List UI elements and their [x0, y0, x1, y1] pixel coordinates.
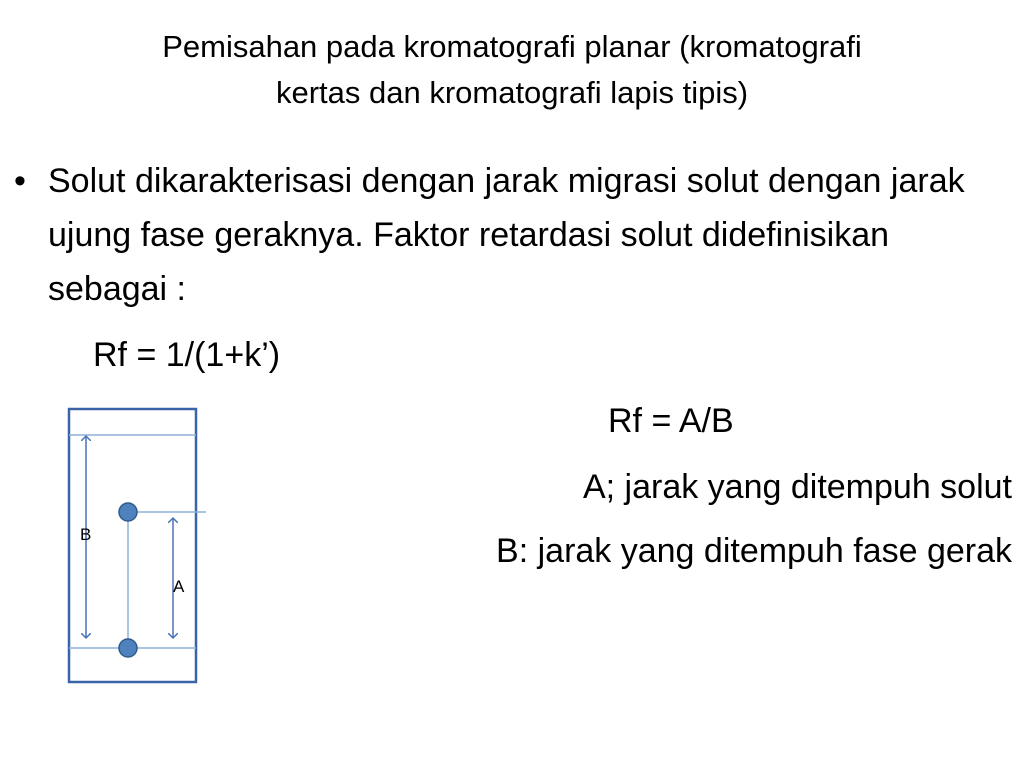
label-b: B — [80, 525, 92, 544]
title-line-2: kertas dan kromatografi lapis tipis) — [275, 75, 749, 110]
bullet-point-icon: • — [14, 162, 26, 200]
definition-a: A; jarak yang ditempuh solut — [582, 468, 1012, 506]
definition-b: B: jarak yang ditempuh fase gerak — [496, 532, 1012, 570]
solute-spot — [119, 503, 137, 521]
bullet-text: Solut dikarakterisasi dengan jarak migrasi solut dengan jarak ujung fase geraknya. Faktor retardasi solut didefinisikan sebagai : — [48, 162, 965, 308]
chromatography-plate-diagram — [60, 400, 210, 690]
formula-rf-k: Rf = 1/(1+k’) — [93, 336, 281, 374]
formula-rf-ab: Rf = A/B — [608, 402, 734, 440]
title-line-1: Pemisahan pada kromatografi planar (kromatografi — [162, 29, 862, 64]
bullet-paragraph — [14, 154, 1004, 316]
label-a: A — [173, 577, 185, 596]
origin-spot — [119, 639, 137, 657]
slide-title — [60, 24, 964, 116]
